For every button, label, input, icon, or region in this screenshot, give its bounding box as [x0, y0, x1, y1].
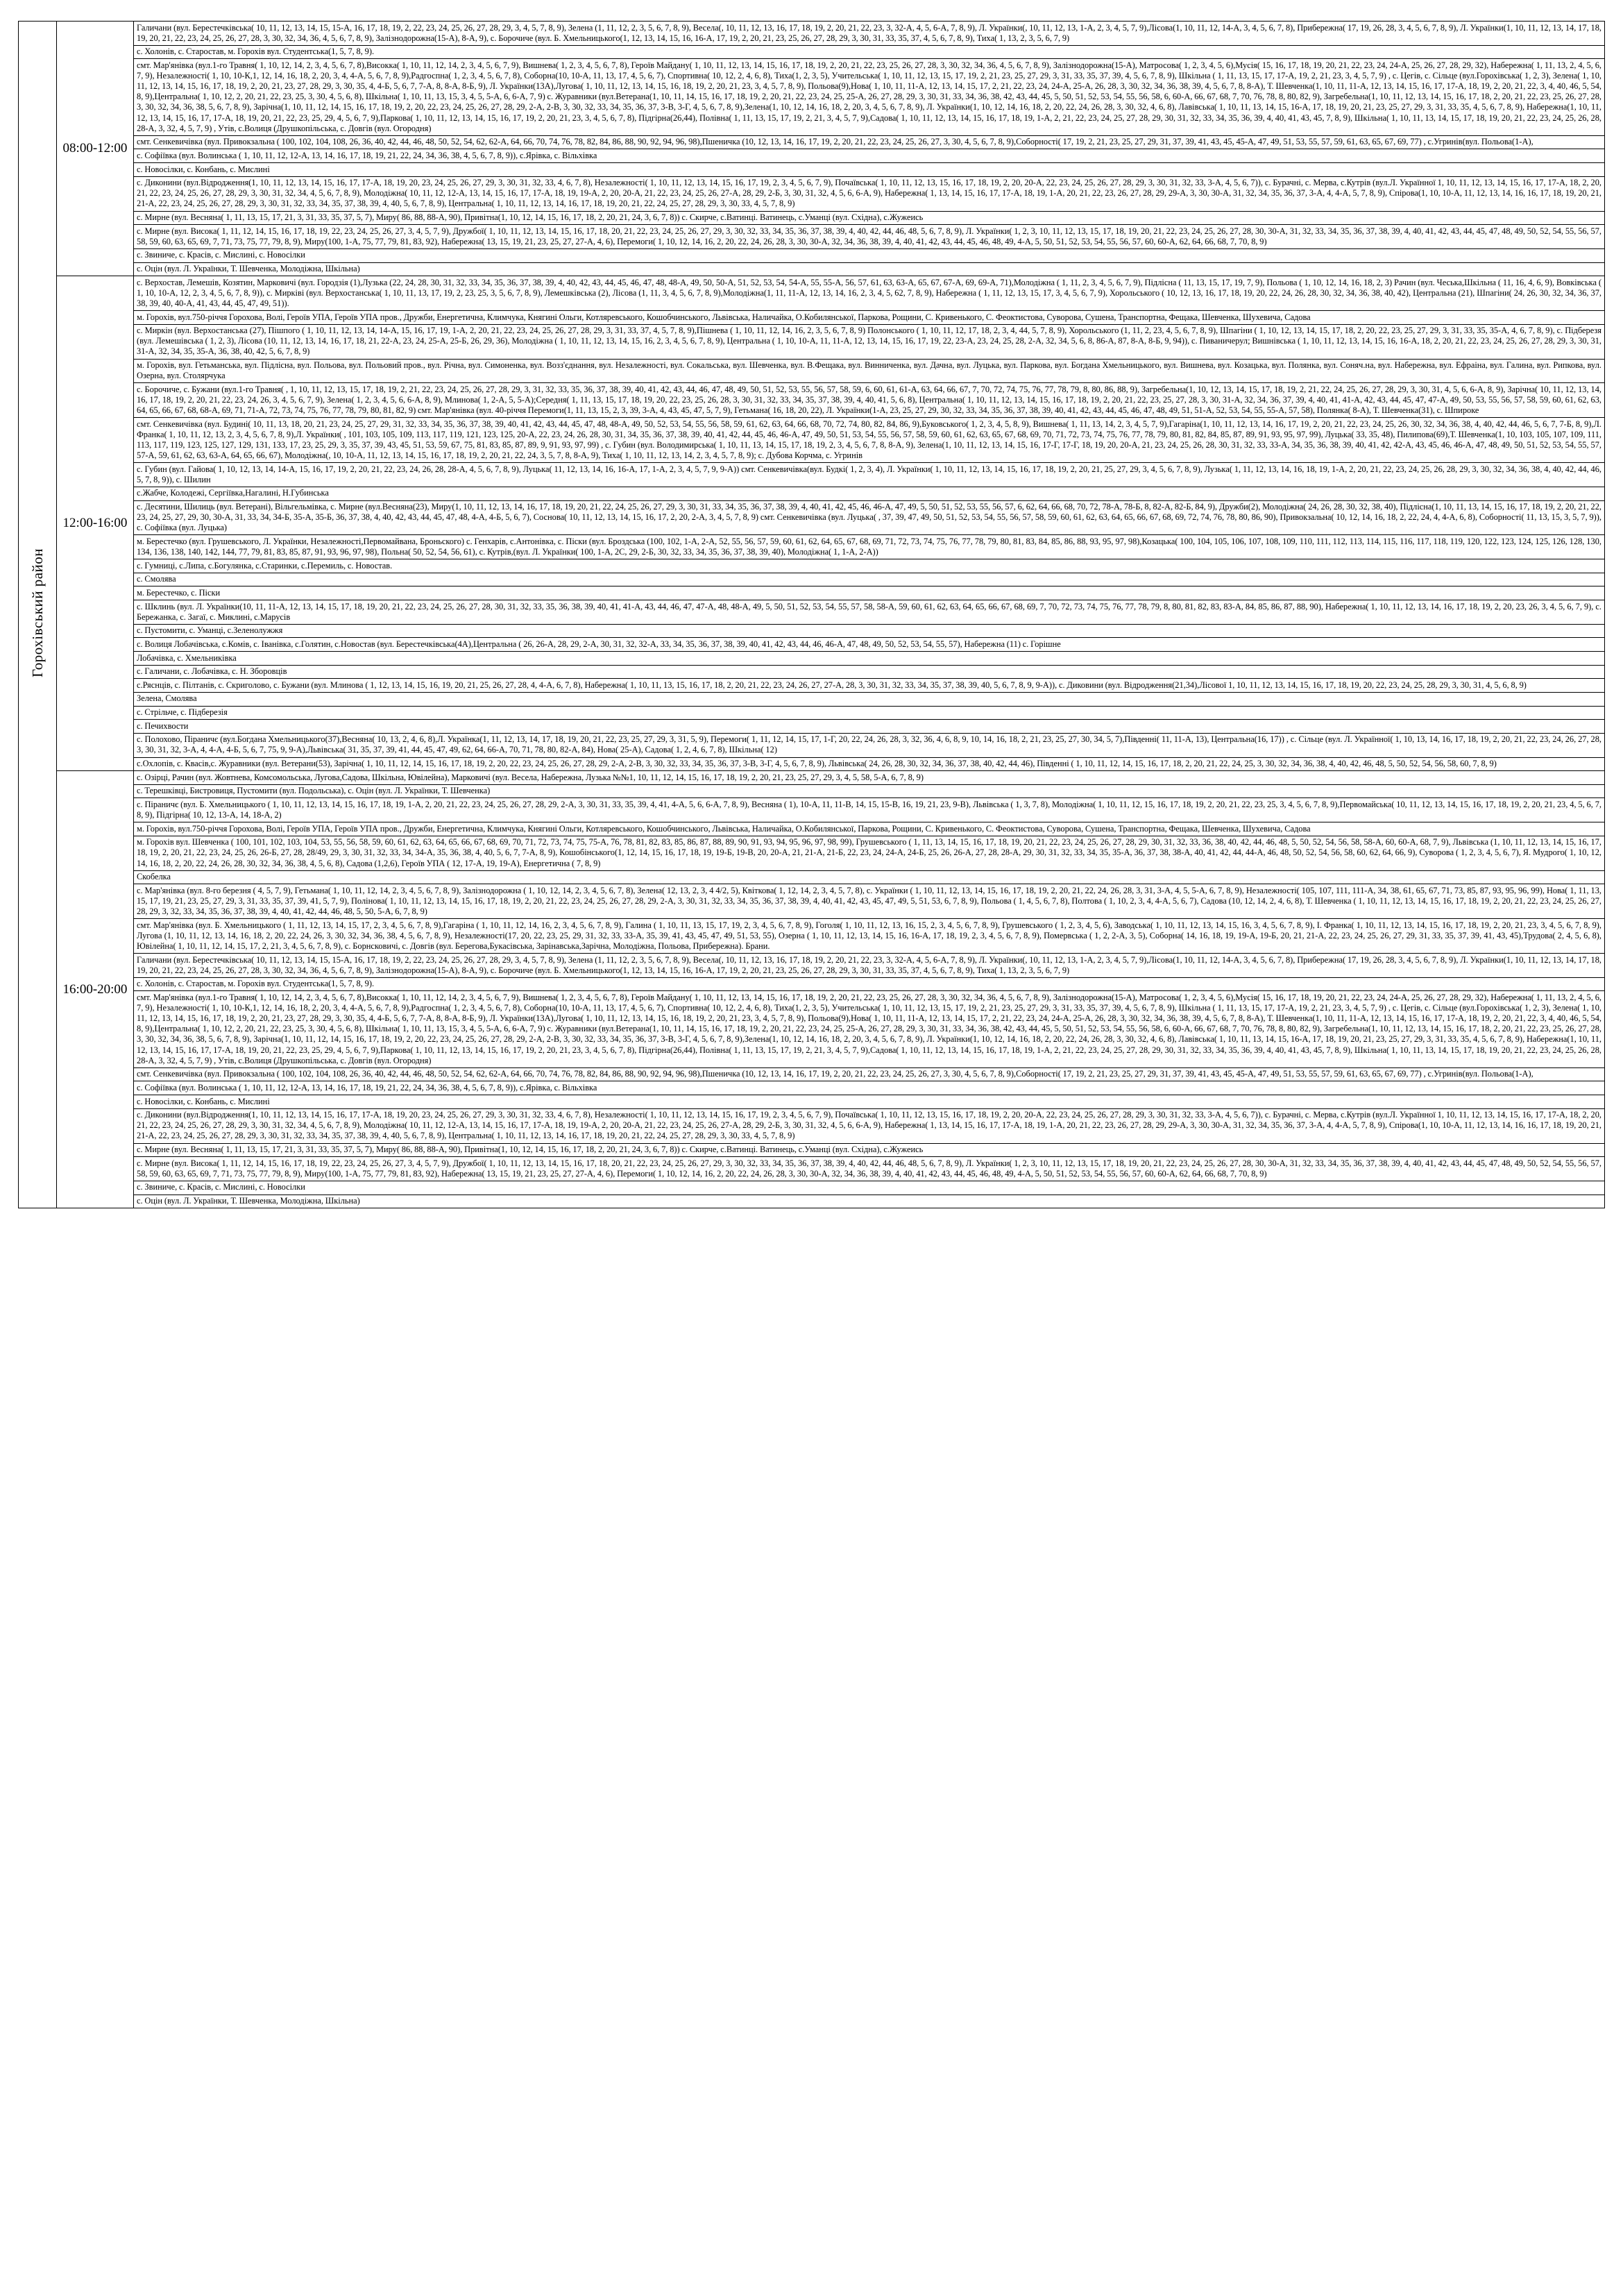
entry-text: с. Стрільче, с. Підберезія [134, 706, 1604, 720]
entry-text: с. Смолява [134, 573, 1604, 586]
time-slot-label-1: 08:00-12:00 [57, 22, 134, 276]
table-row [134, 665, 1604, 679]
table-row [134, 954, 1604, 978]
table-row [134, 586, 1604, 600]
entry-text: с. Губин (вул. Гайова( 1, 10, 12, 13, 14, 14-А, 15, 16, 17, 19, 2, 20, 21, 22, 23, 24, 26, 28, 28-А, 4, 5, 6, 7, 8, 9), Луцька( 11, 12, 13, 14, 16, 16-А, 17, 1-А, 2, 3, 4, 5, 7, 9, 9-А)) смт. Сенкевичівка(вул. Будкі( 1, 2, 3, 4), Л. Українки( 1, 10, 11, 12, 13, 14, 15, 16, 17, 18, 19, 2, 20, 21, 25, 27, 29, 3, 4, 5, 6, 7, 8, 9), Лузька( 1, 11, 12, 13, 14, 16, 18, 19, 1-А, 2, 20, 21, 22, 23, 24, 25, 26, 28, 29, 3, 30, 32, 34, 36, 38, 4, 40, 42, 44, 46, 5, 7, 8, 9)), с. Шилин [134, 463, 1604, 487]
table-row [134, 1095, 1604, 1109]
entry-text: с. Терешківці, Бистровиця, Пустомити (вул. Подольська), с. Оцін (вул. Л. Українки, Т. Шевченка) [134, 784, 1604, 798]
table-row [134, 692, 1604, 706]
entry-text: с. Верхостав, Лемешів, Козятин, Марковичі (вул. Городзія (1),Лузька (22, 24, 28, 30, 31, 32, 33, 34, 35, 36, 37, 38, 39, 4, 40, 42, 43, 44, 45, 46, 47, 48, 48-А, 49, 50, 50-А, 51, 52, 53, 54, 54-А, 55, 55-А, 56, 57, 61, 63, 63-А, 65, 67, 67-А, 69, 69-А, 71),Молодіжна ( 1, 11, 2, 3, 4, 5, 6, 7, 9), Підлісна ( 11, 13, 15, 17, 19, 7, 9), Польова ( 1, 10, 12, 14, 16, 18, 2, 3) Рачин (вул. Чеська,Шкільна ( 11, 16, 4, 6, 9), Вовківська ( 1, 10, 10-А, 12, 2, 3, 4, 5, 6, 7, 8, 9)), с. Мирківі (вул. Верхостанська( 1, 10, 11, 13, 17, 19, 2, 23, 25, 3, 5, 6, 7, 8, 9), Лемешківська (2), Лісова (1, 11, 3, 4, 5, 6, 7, 8, 9),Молодіжна(1, 11, 11-А, 12, 13, 14, 16, 2, 3, 4, 5, 62, 7, 8, 9), Набережна ( 1, 11, 12, 13, 15, 17, 3, 4, 5, 6, 7, 9), Хорольського ( 10, 12, 13, 16, 17, 18, 19, 20, 22, 24, 26, 28, 30, 32, 34, 36, 38, 40, 42), Центральна (21), Шпагіни( 24, 26, 30, 32, 34, 36, 37, 38, 39, 40, 40-А, 41, 43, 44, 45, 47, 49, 51)). [134, 276, 1604, 310]
table-row [134, 573, 1604, 586]
table-row [134, 359, 1604, 383]
table-row [134, 733, 1604, 757]
table-row [134, 836, 1604, 870]
table-row [134, 45, 1604, 59]
entry-text: с. Мирне (вул. Висока( 1, 11, 12, 14, 15, 16, 17, 18, 19, 22, 23, 24, 25, 26, 27, 3, 4, 5, 7, 9), Дружбої( 1, 10, 11, 12, 13, 14, 15, 16, 17, 18, 20, 21, 22, 23, 24, 25, 26, 27, 29, 3, 30, 32, 33, 34, 35, 36, 37, 38, 39, 4, 40, 42, 44, 46, 48, 5, 6, 7, 8, 9), Л. Українки( 1, 2, 3, 10, 11, 12, 13, 15, 17, 18, 19, 20, 21, 22, 23, 24, 25, 26, 27, 28, 30, 30-А, 31, 32, 33, 34, 35, 36, 37, 38, 39, 4, 40, 41, 42, 43, 44, 45, 47, 48, 49, 50, 52, 54, 55, 56, 57, 58, 59, 60, 63, 65, 69, 7, 71, 73, 75, 77, 79, 8, 9), Миру(100, 1-А, 75, 77, 79, 81, 83, 92), Набережна( 13, 15, 19, 21, 23, 25, 27, 27-А, 4, 6), Перемоги( 1, 10, 12, 14, 16, 2, 20, 22, 24, 26, 28, 3, 30, 30-А, 32, 34, 36, 38, 39, 4, 40, 41, 42, 43, 44, 45, 46, 48, 49, 4-А, 5, 50, 51, 52, 53, 54, 55, 56, 57, 60, 60-А, 62, 64, 66, 68, 7, 70, 8, 9) [134, 225, 1604, 249]
table-row [134, 383, 1604, 418]
entry-text: с. Новосілки, с. Конбань, с. Мислині [134, 1095, 1604, 1109]
table-row [134, 311, 1604, 325]
entry-text: с. Диконини (вул.Відродження(1, 10, 11, 12, 13, 14, 15, 16, 17, 17-А, 18, 19, 20, 23, 24, 25, 26, 27, 29, 3, 30, 31, 32, 33, 4, 6, 7, 8), Незалежності( 1, 10, 11, 12, 13, 14, 15, 16, 17, 19, 2, 3, 4, 5, 6, 7, 9), Почаївська( 1, 10, 11, 12, 13, 15, 16, 17, 18, 19, 2, 20, 20-А, 22, 23, 24, 25, 26, 27, 28, 29, 3, 30, 31, 32, 33, 3-А, 4, 5, 6, 7)), с. Бурачні, с. Мерва, с.Кутрів (вул.Л. Українної 1, 10, 11, 12, 13, 14, 15, 16, 17, 17-А, 18, 2, 20, 21, 22, 23, 24, 25, 26, 27, 28, 29, 3, 30, 31, 32, 34, 4, 5, 6, 7, 8, 9), Молодіжна( 10, 11, 12, 12-А, 13, 14, 15, 16, 17, 17-А, 18, 19, 19-А, 2, 20, 20-А, 21, 22, 23, 24, 25, 26, 27-А, 28, 29, 2-Б, 3, 30, 31, 32, 4, 5, 6, 6-А, 9), Набережна( 1, 13, 14, 15, 16, 17, 17-А, 18, 19, 1-А, 20, 21, 22, 23, 26, 27, 28, 29, 29-А, 3, 30, 30-А, 31, 32, 34, 35, 36, 37, 3-А, 4, 4-А, 5, 7, 8, 9), Спірова(1, 10, 10-А, 11, 12, 13, 14, 16, 16, 17, 18, 19, 20, 21, 21-А, 22, 23, 24, 25, 26, 27, 28, 29, 3, 30, 31, 32, 33, 34, 35, 37, 38, 39, 4, 40, 5, 6, 7, 8, 9), Центральна( 1, 10, 11, 12, 13, 14, 16, 17, 18, 19, 20, 21, 22, 24, 25, 27, 28, 29, 3, 30, 33, 4, 5, 7, 8, 9) [134, 176, 1604, 211]
entry-text: с. Пустомити, с. Уманці, с.Зеленолужжя [134, 624, 1604, 638]
table-row [134, 276, 1604, 310]
table-row [134, 59, 1604, 135]
table-row [134, 884, 1604, 919]
entry-text: с. Софіївка (вул. Волинська ( 1, 10, 11, 12, 12-А, 13, 14, 16, 17, 18, 19, 21, 22, 24, 34, 36, 38, 4, 5, 6, 7, 8, 9)), с.Ярівка, с. Вільхівка [134, 149, 1604, 163]
table-row [134, 163, 1604, 177]
table-row [134, 463, 1604, 487]
entry-text: смт. Мар'янівка (вул.1-го Травня( 1, 10, 12, 14, 2, 3, 4, 5, 6, 7, 8),Високка( 1, 10, 11, 12, 14, 2, 3, 4, 5, 6, 7, 9), Вишнева( 1, 2, 3, 4, 5, 6, 7, 8), Героїв Майдану( 1, 10, 11, 12, 13, 14, 15, 16, 17, 18, 19, 2, 20, 21, 22, 23, 25, 26, 27, 28, 3, 30, 32, 34, 36, 4, 5, 6, 7, 8, 9), Залізнодорожна(15-А), Матросова( 1, 2, 3, 4, 5, 6),Мусія( 15, 16, 17, 18, 19, 20, 21, 22, 23, 24, 24-А, 25, 26, 27, 28, 29, 32), Набережна( 1, 11, 13, 2, 4, 5, 6, 7, 9), Незалежності( 1, 10, 10-К,1, 12, 14, 16, 18, 2, 20, 3, 4, 4-А, 5, 6, 7, 8, 9),Радгоспна( 1, 2, 3, 4, 5, 6, 7, 8), Соборна(10, 10-А, 11, 13, 17, 4, 5, 6, 7), Спортивна( 10, 12, 2, 4, 6, 8), Тиха(1, 2, 3, 5), Учительська( 1, 10, 11, 12, 13, 15, 17, 19, 2, 21, 23, 25, 27, 29, 3, 31, 33, 35, 37, 39, 4, 5, 6, 7, 8, 9), Шкільна ( 1, 11, 13, 15, 17, 17-А, 19, 2, 21, 23, 3, 4, 5, 7, 9) , с. Цегів, с. Сільце (вул.Горохівська( 1, 2, 3), Зелена( 1, 10, 11, 12, 13, 14, 15, 16, 17, 18, 19, 2, 20, 21, 23, 27, 28, 29, 3, 30, 35, 4, 4-Б, 5, 6, 7, 7-А, 8, 8-А, 8-Б, 9), Л. Українки(13А),Лугова( 1, 10, 11, 12, 13, 14, 15, 16, 18, 19, 2, 20, 21, 23, 3, 4, 5, 7, 8, 9), Польова(9),Нова( 1, 10, 11, 11-А, 12, 13, 14, 15, 17, 2, 21, 22, 23, 24, 24-А, 25-А, 26, 28, 3, 30, 32, 34, 36, 38, 39, 4, 5, 6, 7, 8, 8-А), Т. Шевченка(1, 10, 11, 11-А, 12, 13, 14, 15, 16, 17, 17-А, 18, 19, 2, 20, 21, 22, 3, 4, 40, 46, 5, 54, 8, 9),Центральна( 1, 10, 12, 2, 20, 21, 22, 23, 25, 3, 30, 4, 5, 6, 8), Шкільна( 1, 10, 11, 13, 15, 3, 4, 5, 5-А, 6, 6-А, 7, 9) с. Журавники (вул.Ветерана(1, 10, 11, 14, 15, 16, 17, 18, 19, 2, 20, 21, 22, 23, 24, 25, 25-А, 26, 27, 28, 29, 3, 30, 31, 33, 34, 36, 38, 42, 43, 44, 45, 5, 50, 51, 52, 53, 54, 55, 56, 58, 6, 60-А, 66, 67, 68, 7, 70, 76, 78, 8, 80, 82, 9), Загребельна(1, 10, 11, 12, 13, 14, 15, 16, 17, 18, 2, 20, 21, 22, 23, 25, 26, 27, 28, 3, 30, 32, 34, 36, 38, 5, 6, 7, 8, 9), Зарічна(1, 10, 11, 12, 14, 15, 16, 17, 18, 19, 2, 20, 22, 23, 24, 25, 26, 27, 28, 29, 2-А, 2-В, 3, 30, 32, 33, 34, 35, 36, 37, 3-В, 3-Г, 4, 5, 6, 7, 8, 9),Зелена(1, 10, 12, 14, 16, 18, 2, 20, 3, 4, 5, 6, 7, 8, 9), Л. Українки(1, 10, 12, 14, 16, 18, 2, 20, 22, 24, 26, 28, 3, 30, 32, 4, 6, 8), Лавівська( 1, 10, 11, 13, 14, 15, 16-А, 17, 18, 19, 20, 21, 23, 25, 27, 29, 3, 31, 33, 35, 4, 5, 6, 7, 8, 9), Набережна(1, 10, 11, 12, 13, 14, 15, 16, 17, 17-А, 18, 19, 20, 21, 22, 23, 25, 29, 4, 5, 6, 7, 9),Паркова( 1, 10, 11, 12, 13, 14, 15, 16, 17, 19, 2, 20, 21, 23, 3, 4, 5, 6, 7, 8), Підгірна(26,44), Полівна( 1, 11, 13, 15, 17, 19, 2, 21, 3, 4, 5, 7, 9),Садова( 1, 10, 11, 12, 13, 14, 15, 16, 17, 18, 19, 1-А, 2, 21, 22, 23, 24, 25, 27, 28, 29, 30, 31, 32, 33, 34, 35, 36, 39, 4, 40, 41, 43, 45, 7, 8, 9), Шкільна( 1, 10, 11, 13, 14, 15, 17, 18, 19, 20, 21, 22, 23, 24, 25, 26, 28, 28-А, 3, 32, 4, 5, 7, 9) , Утів, с.Волиця (Друшкопільська, с. Довгів (вул. Огородня) [134, 59, 1604, 135]
region-name: Горохівський район [28, 548, 46, 678]
entry-text: с. Галичани, с. Лобачівка, с. Н. Зборовців [134, 665, 1604, 679]
entries-cell-1 [134, 22, 1605, 276]
table-row [134, 211, 1604, 225]
entry-text: с. Печихвости [134, 720, 1604, 734]
table-row [134, 262, 1604, 276]
table-row [134, 1108, 1604, 1143]
table-row [134, 784, 1604, 798]
entry-text: с. Шклинь (вул. Л. Українки(10, 11, 11-А, 12, 13, 14, 15, 17, 18, 19, 20, 21, 22, 23, 24, 25, 26, 27, 28, 30, 31, 32, 33, 35, 36, 38, 39, 40, 41, 41-А, 43, 44, 46, 47, 47-А, 48, 48-А, 49, 5, 50, 51, 52, 53, 54, 55, 57, 58, 58-А, 59, 60, 61, 62, 63, 64, 65, 66, 67, 68, 69, 7, 70, 72, 73, 74, 75, 76, 77, 78, 79, 8, 80, 81, 82, 83, 83-А, 84, 85, 86, 87, 88, 90), Набережна( 1, 10, 11, 12, 13, 14, 16, 17, 18, 19, 2, 20, 23, 26, 3, 4, 5, 6, 7, 9), с. Бережанка, с. Загаї, с. Миклині, с.Марусів [134, 600, 1604, 625]
entry-text: с.Жабче, Колодежі, Сергіївка,Нагалині, Н.Губинська [134, 487, 1604, 500]
entries-cell-2 [134, 276, 1605, 771]
entries-table-3 [134, 771, 1604, 1208]
entry-text: с. Десятини, Шилиць (вул. Ветерані), Вільгельмівка, с. Мирне (вул.Весняна(23), Миру(1, 10, 11, 12, 13, 14, 16, 17, 18, 19, 20, 21, 22, 24, 25, 26, 27, 29, 3, 30, 31, 33, 34, 35, 36, 37, 38, 39, 4, 40, 41, 42, 45, 46, 46-А, 47, 49, 5, 50, 51, 52, 53, 55, 56, 57, 6, 62, 64, 66, 68, 70, 72, 78-А, 78-Б, 8, 82-А, 82-Б, 84, 9), Дружби(2), Молодіжна( 24, 26, 28, 30, 32, 38, 40), Підлісна(1, 10, 11, 13, 14, 15, 16, 17, 18, 19, 2, 20, 21, 22, 23, 24, 25, 27, 29, 30, 30-А, 31, 33, 34, 34-Б, 35-А, 35-Б, 36, 37, 38, 4, 40, 42, 43, 44, 45, 47, 48, 4-А, 4-Б, 5, 6, 7), Соснова( 10, 11, 12, 13, 14, 15, 16, 17, 2, 20, 2-А, 3, 4, 5, 7, 8, 9) смт. Сенкевичівка (вул. Луцька( , 37, 39, 47, 49, 50, 51, 52, 53, 54, 55, 56, 57, 58, 59, 60, 61, 62, 63, 64, 65, 66, 67, 68, 69, 72, 74, 76, 78, 80, 86, 90), Привокзальна( 10, 12, 14, 16, 18, 2, 22, 24, 4, 4-А, 6, 8), Соборності( 11, 13, 15, 3, 5, 7, 9)), с. Софіївка (вул. Луцька) [134, 500, 1604, 535]
table-row [134, 991, 1604, 1067]
entry-text: м. Горохів вул. Шевченка ( 100, 101, 102, 103, 104, 53, 55, 56, 58, 59, 60, 61, 62, 63, 64, 65, 66, 67, 68, 69, 70, 71, 72, 73, 74, 75, 75-А, 76, 78, 81, 82, 83, 85, 86, 87, 88, 89, 90, 91, 93, 94, 95, 96, 97, 98, 99), Грушевського ( 1, 11, 13, 14, 15, 16, 17, 18, 19, 20, 21, 22, 23, 24, 25, 26, 27, 28, 29, 30, 31, 32, 33, 36, 38, 40, 42, 44, 46, 48, 5, 50, 52, 54, 56, 58, 58-А, 60, 60-А, 68, 7, 9), Львівська (1, 10, 11, 12, 13, 14, 15, 16, 17, 18, 19, 2, 20, 21, 22, 23, 24, 25, 26, 26-Б, 27, 28, 28/49, 29, 3, 30, 31, 32, 33, 34, 34-А, 35, 36, 38, 4, 40, 5, 6, 7, 7-А, 8, 9), Кошобінського(1, 12, 14, 15, 16, 17, 18, 19, 19-Б, 19-В, 20, 20-А, 21, 21-А, 21-Б, 22, 23, 24, 24-А, 24-Б, 25, 26, 26-А, 27, 28, 28-А, 29, 30, 31, 32, 33, 34, 35, 35-А, 36, 37, 38, 38-А, 40, 41, 42, 44, 44-А, 46, 48, 50, 52, 54, 56, 58, 60, 62, 64, 66, 9), Суворова ( 1, 2, 3, 4, 5, 6, 7), Я. Мудрого( 1, 10, 12, 14, 16, 18, 2, 20, 22, 24, 26, 28, 30, 32, 34, 36, 38, 4, 5, 6, 8), Садова (1,2,6), Героїв УПА ( 12, 17-А, 19, 19-А), Енергетична ( 7, 8, 9) [134, 836, 1604, 870]
entry-text: с. Звиниче, с. Красів, с. Мислині, с. Новосілки [134, 1181, 1604, 1195]
table-row [134, 559, 1604, 573]
entry-text: м. Берестечко (вул. Грушевського, Л. Українки, Незалежності,Первомайвана, Броньского) с. Генхарів, с.Антонівка, с. Піски (вул. Броздська (100, 102, 1-А, 2-А, 52, 55, 56, 57, 59, 60, 61, 62, 64, 65, 67, 68, 69, 71, 72, 73, 74, 75, 76, 77, 78, 79, 80, 81, 83, 84, 85, 86, 88, 93, 95, 97, 98),Козацька( 100, 104, 105, 106, 107, 108, 109, 110, 111, 112, 113, 114, 115, 116, 117, 118, 119, 120, 122, 123, 124, 125, 126, 128, 130, 134, 136, 138, 140, 142, 144, 77, 79, 81, 83, 85, 87, 91, 93, 96, 97, 98), Польна( 50, 52, 54, 56, 61), с. Кутрів,(вул. Л. Українки( 100, 1-А, 2С, 29, 2-Б, 30, 32, 33, 34, 35, 36, 37, 38, 39, 40), Молодіжна( 1, 1-А, 2-А)) [134, 535, 1604, 559]
entries-table-1 [134, 22, 1604, 276]
entry-text: с. Мирне (вул. Весняна( 1, 11, 13, 15, 17, 21, 3, 31, 33, 35, 37, 5, 7), Миру( 86, 88, 88-А, 90), Привітна(1, 10, 12, 14, 15, 16, 17, 18, 2, 20, 21, 24, 3, 6, 7, 8)) с. Скирче, с.Ватинці. Ватинець, с.Уманці (вул. Східна), с.Жужеись [134, 211, 1604, 225]
entry-text: с. Борочиче, с. Бужани (вул.1-го Травня( , 1, 10, 11, 12, 13, 15, 17, 18, 19, 2, 21, 22, 23, 24, 25, 26, 27, 28, 29, 3, 31, 32, 33, 35, 36, 37, 38, 39, 40, 41, 42, 43, 44, 46, 47, 48, 49, 50, 51, 52, 53, 55, 56, 57, 58, 59, 6, 60, 61, 61-А, 63, 64, 66, 67, 7, 70, 72, 74, 75, 76, 77, 78, 79, 8, 80, 86, 88, 9), Загребельна(1, 10, 12, 13, 14, 15, 17, 18, 19, 2, 21, 22, 24, 25, 26, 27, 28, 29, 3, 30, 31, 4, 5, 6, 6-А, 8, 9), Зарічна( 10, 11, 12, 13, 14, 16, 17, 18, 19, 2, 20, 21, 22, 23, 24, 26, 3, 4, 5, 6, 7, 9), Зелена( 1, 2, 3, 4, 5, 6, 6-А, 8, 9), Млинова( 1, 2-А, 5, 5-А);Середня( 1, 11, 13, 15, 17, 18, 19, 20, 22, 23, 25, 26, 28, 3, 30, 31, 32, 33, 34, 35, 37, 38, 39, 4, 40, 41, 5, 6, 8), Центральна( 1, 10, 11, 12, 13, 14, 15, 16, 17, 18, 19, 2, 20, 21, 22, 23, 25, 27, 28, 3, 30, 31-А, 32, 34, 36, 37, 39, 4, 40, 41, 41-А, 42, 43, 44, 45, 47, 47-А, 49, 50, 53, 55, 56, 57, 58, 59, 60, 61, 62, 63, 64, 65, 66, 67, 68, 68-А, 69, 71, 71-А, 72, 73, 74, 75, 76, 77, 78, 79, 80, 81, 82, 9) смт. Мар'янівка (вул. 40-річчя Перемоги(1, 11, 13, 15, 2, 3, 39, 3-А, 4, 43, 45, 47, 5, 7, 9), Гетьмана( 16, 18, 20, 22), Л. Українки(1-А, 23, 25, 27, 29, 30, 32, 33, 34, 35, 36, 37, 38, 39, 40, 41, 42, 43, 44, 45, 46, 47, 48, 49, 51, 51-А, 52, 53, 54, 55, 55-А, 57, 58), Полянка( 8-А), Т. Шевченка(31), с. Шпироке [134, 383, 1604, 418]
outage-schedule-table [18, 21, 1605, 1208]
entry-text: м. Берестечко, с. Піски [134, 586, 1604, 600]
time-slot-label-2: 12:00-16:00 [57, 276, 134, 771]
table-row [134, 706, 1604, 720]
table-row [134, 135, 1604, 149]
entry-text: Скобелка [134, 870, 1604, 884]
entry-text: с. Холонів, с. Старостав, м. Горохів вул. Студентська(1, 5, 7, 8, 9). [134, 45, 1604, 59]
table-row [134, 977, 1604, 991]
entry-text: с. Мирне (вул. Висока( 1, 11, 12, 14, 15, 16, 17, 18, 19, 22, 23, 24, 25, 26, 27, 3, 4, 5, 7, 9), Дружбої( 1, 10, 11, 12, 13, 14, 15, 16, 17, 18, 20, 21, 22, 23, 24, 25, 26, 27, 29, 3, 30, 32, 33, 34, 35, 36, 37, 38, 39, 4, 40, 42, 44, 46, 48, 5, 6, 7, 8, 9), Л. Українки( 1, 2, 3, 10, 11, 12, 13, 15, 17, 18, 19, 20, 21, 22, 23, 24, 25, 26, 27, 28, 30, 30-А, 31, 32, 33, 34, 35, 36, 37, 38, 39, 4, 40, 41, 42, 43, 44, 45, 47, 48, 49, 50, 52, 54, 55, 56, 57, 58, 59, 60, 63, 65, 69, 7, 71, 73, 75, 77, 79, 8, 9), Миру(100, 1-А, 75, 77, 79, 81, 83, 92), Набережна( 13, 15, 19, 21, 23, 25, 27, 27-А, 4, 6), Перемоги( 1, 10, 12, 14, 16, 2, 20, 22, 24, 26, 28, 3, 30, 30-А, 32, 34, 36, 38, 39, 4, 40, 41, 42, 43, 44, 45, 46, 48, 49, 4-А, 5, 50, 51, 52, 53, 54, 55, 56, 57, 60, 60-А, 62, 64, 66, 68, 7, 70, 8, 9) [134, 1157, 1604, 1181]
entry-text: с. Піраничє (вул. Б. Хмельницького ( 1, 10, 11, 12, 13, 14, 15, 16, 17, 18, 19, 1-А, 2, 20, 21, 22, 23, 24, 25, 26, 27, 28, 29, 2-А, 3, 30, 31, 33, 35, 39, 4, 41, 4-А, 5, 6, 6-А, 7, 8, 9), Весняна ( 1), 10-А, 11, 11-В, 14, 15, 15-В, 16, 19, 21, 23, 9-В), Львівська ( 1, 3, 7, 8), Молодіжна( 1, 10, 11, 12, 15, 16, 17, 18, 19, 2, 20, 21, 22, 23, 25, 3, 4, 5, 6, 7, 8, 9),Первомайська( 10, 11, 12, 13, 14, 15, 16, 17, 18, 19, 2, 20, 21, 23, 4, 5, 6, 7, 8, 9), Підгірна( 10, 12, 13-А, 14, 18-А, 2) [134, 798, 1604, 822]
entry-text: с. Мирне (вул. Весняна( 1, 11, 13, 15, 17, 21, 3, 31, 33, 35, 37, 5, 7), Миру( 86, 88, 88-А, 90), Привітна(1, 10, 12, 14, 15, 16, 17, 18, 2, 20, 21, 24, 3, 6, 7, 8)) с. Скирче, с.Ватинці. Ватинець, с.Уманці (вул. Східна), с.Жужеись [134, 1143, 1604, 1157]
schedule-body-row [19, 276, 1605, 771]
table-row [134, 1143, 1604, 1157]
entries-table-2 [134, 276, 1604, 770]
entry-text: с. Оцін (вул. Л. Українки, Т. Шевченка, Молодіжна, Шкільна) [134, 1195, 1604, 1208]
table-row [134, 638, 1604, 652]
schedule-body-row [19, 22, 1605, 276]
entry-text: с. Звиниче, с. Красів, с. Мислині, с. Новосілки [134, 248, 1604, 262]
entry-text: с.Охлопів, с. Квасів,с. Журавники (вул. Ветерани(53), Зарічна( 1, 10, 11, 12, 14, 15, 16, 17, 18, 19, 2, 20, 22, 23, 24, 25, 26, 27, 28, 29, 2-А, 2-В, 3, 30, 32, 33, 34, 35, 36, 37, 3-В, 3-Г, 4, 5, 6, 7, 8, 9), Львівська( 24, 26, 28, 30, 32, 34, 36, 37, 38, 40, 42, 44, 46), Південні ( 1, 10, 11, 12, 14, 15, 16, 17, 18, 2, 20, 21, 22, 24, 25, 3, 30, 32, 34, 36, 38, 4, 40, 42, 46, 48, 5, 50, 52, 54, 56, 58, 60, 7, 8, 9) [134, 757, 1604, 770]
entry-text: смт. Мар'янівка (вул. Б. Хмельницького ( 1, 11, 12, 13, 14, 15, 17, 2, 3, 4, 5, 6, 7, 8, 9),Гагаріна ( 1, 10, 11, 12, 14, 16, 2, 3, 4, 5, 6, 7, 8, 9), Галина ( 1, 10, 11, 13, 15, 17, 19, 2, 3, 4, 5, 6, 7, 8, 9), Гоголя( 1, 10, 11, 12, 13, 16, 15, 2, 3, 4, 5, 6, 7, 8, 9), Грушевського ( 1, 2, 3, 4, 5, 6), Заводська( 1, 10, 11, 12, 13, 14, 15, 16, 3, 4, 5, 6, 7, 8, 9), І. Франка( 1, 10, 11, 12, 13, 14, 15, 16, 17, 18, 19, 2, 20, 21, 23, 3, 4, 5, 6, 7, 8, 9), Лугова (1, 10, 11, 12, 13, 14, 16, 18, 2, 20, 22, 24, 26, 3, 30, 32, 34, 36, 38, 4, 5, 6, 7, 8, 9), Незалежності(17, 20, 22, 23, 25, 29, 31, 32, 33, 33-А, 35, 39, 41, 43, 45, 47, 49, 51, 53, 55), Озерна ( 1, 10, 11, 12, 13, 14, 15, 16, 16-А, 17, 18, 19, 2, 3, 4, 5, 6, 7, 8, 9), Помервська ( 1, 2, 2-А, 3, 5), Соборна( 14, 16, 18, 19, 19-А, 19-Б, 20, 21, 21-А, 22, 23, 24, 25, 26, 27, 29, 31, 33, 35, 37, 39, 41, 43, 45),Трудова( 2, 4, 5, 6, 8), Ювілейна( 1, 10, 11, 12, 14, 15, 17, 2, 21, 3, 4, 5, 6, 7, 8, 9), с. Борнсковичі, с. Довгів (вул. Берегова,Букасівська, Зарінавська,Зарічна, Молодіжна, Польова, Прибережна). Брани. [134, 919, 1604, 954]
entry-text: Галичани (вул. Берестечківська( 10, 11, 12, 13, 14, 15, 15-А, 16, 17, 18, 19, 2, 22, 23, 24, 25, 26, 27, 28, 29, 3, 4, 5, 7, 8, 9), Зелена (1, 11, 12, 2, 3, 5, 6, 7, 8, 9), Весела(, 10, 11, 12, 13, 16, 17, 18, 19, 2, 20, 21, 22, 23, 3, 32-А, 4, 5, 6-А, 7, 8, 9), Л. Українки(, 10, 11, 12, 13, 1-А, 2, 3, 4, 5, 7, 9),Лісова(1, 10, 11, 12, 14-А, 3, 4, 5, 6, 7, 8), Прибережна( 17, 19, 26, 28, 3, 4, 5, 6, 7, 8, 9), Л. Українки(1, 10, 11, 12, 13, 14, 17, 18, 19, 20, 21, 22, 23, 24, 25, 26, 27, 28, 3, 30, 32, 34, 36, 4, 5, 6, 7, 8, 9), Залізнодорожна(15-А), 8-А, 9), с. Борочиче (вул. Б. Хмельницького(1, 12, 13, 14, 15, 16, 16-А, 17, 19, 2, 20, 21, 23, 25, 26, 27, 28, 29, 3, 30, 31, 33, 35, 37, 4, 5, 6, 7, 8, 9), Тиха( 1, 13, 2, 3, 5, 6, 7, 9) [134, 22, 1604, 45]
table-row [134, 652, 1604, 666]
time-slot-label-3: 16:00-20:00 [57, 771, 134, 1208]
entry-text: м. Горохів, вул.750-річчя Горохова, Волі, Героїв УПА, Героїв УПА пров., Дружби, Енергетична, Климчука, Княгині Ольги, Котляревського, Кошобчинського, Львівська, Наличайка, О.Кобилянської, Паркова, Рощини, С. Кривенького, С. Феоктистова, Суворова, Сушена, Транспортна, Фещака, Шевченка, Шухевича, Садова [134, 311, 1604, 325]
table-row [134, 535, 1604, 559]
entry-text: м. Горохів, вул. Гетьманська, вул. Підлісна, вул. Польова, вул. Польовий пров., вул. Річна, вул. Симоненка, вул. Возз'єднання, вул. Незалежності, вул. Сокальська, вул. Шевченка, вул. В.Фещака, вул. Винниченка, вул. Дачна, вул. Луцька, вул. Паркова, вул. Богдана Хмельницького, вул. Вишнева, вул. Козацька, вул. Полянка, вул. Соняч.на, вул. Набережна, вул. Ефраіна, вул. Галина, вул. Рипкова, вул. Озерна, вул. Столярчука [134, 359, 1604, 383]
entry-text: смт. Сенкевичівка (вул. Привокзальна ( 100, 102, 104, 108, 26, 36, 40, 42, 44, 46, 48, 50, 52, 54, 62, 62-А, 64, 66, 70, 74, 76, 78, 82, 84, 86, 88, 90, 92, 94, 96, 98),Пшеничка (10, 12, 13, 14, 16, 17, 19, 2, 20, 21, 22, 23, 24, 25, 26, 27, 3, 30, 4, 5, 6, 7, 8, 9),Соборності( 17, 19, 2, 21, 23, 25, 27, 29, 31, 37, 39, 41, 43, 45, 45-А, 47, 49, 51, 53, 55, 57, 59, 61, 63, 65, 67, 69, 77) , с.Угринів(вул. Польова(1-А), [134, 135, 1604, 149]
entry-text: Лобачівка, с. Хмельниківка [134, 652, 1604, 666]
table-row [134, 822, 1604, 836]
table-row [134, 720, 1604, 734]
entry-text: смт. Сенкевичівка (вул. Будині( 10, 11, 13, 18, 20, 21, 23, 24, 25, 27, 29, 31, 32, 33, 34, 35, 36, 37, 38, 39, 40, 41, 42, 43, 44, 45, 47, 48, 48-А, 49, 50, 52, 53, 54, 55, 56, 58, 59, 61, 62, 63, 64, 66, 68, 70, 72, 74, 80, 82, 84, 86, 9),Буковського( 1, 2, 3, 4, 5, 8, 9), Вишнева( 1, 11, 13, 14, 2, 3, 4, 5, 7, 9),Гагаріна(1, 10, 11, 12, 13, 14, 16, 17, 19, 2, 20, 21, 22, 23, 24, 25, 26, 30, 32, 34, 36, 38, 4, 40, 42, 44, 46, 5, 6, 7, 7-Б, 8, 9),Л. Франка( 1, 10, 11, 12, 13, 2, 3, 4, 5, 6, 7, 8, 9),Л. Українки( , 101, 103, 105, 109, 113, 117, 119, 121, 123, 125, 20-А, 22, 23, 24, 26, 28, 30, 31, 34, 35, 36, 37, 38, 39, 40, 41, 42, 44, 45, 46, 46-А, 47, 49, 50, 51, 53, 54, 55, 56, 57, 58, 59, 60, 61, 62, 63, 65, 67, 68, 69, 70, 71, 72, 73, 74, 75, 76, 77, 78, 79, 80, 81, 82, 84, 85, 87, 89, 91, 93, 95, 97, 99), Луцька( 33, 35, 48), Пилипова(69),Т. Шевченка(1, 10, 103, 105, 107, 109, 111, 113, 117, 119, 123, 125, 127, 129, 131, 133, 17, 23, 25, 29, 3, 35, 37, 39, 43, 45, 51, 53, 59, 67, 75, 81, 83, 85, 87, 89, 9, 91, 93, 97, 99) , с. Губин (вул. Володимирська( 1, 10, 11, 13, 14, 15, 17, 18, 19, 2, 3, 4, 5, 6, 7, 8, 8-А, 9), Зелена(1, 10, 11, 12, 13, 14, 15, 16, 17-Г, 17-Г, 18, 19, 20, 20-А, 21, 23, 24, 25, 26, 28, 30, 31, 32, 33, 33-А, 34, 35, 36, 38, 39, 40, 41, 42, 42-А, 43, 45, 46, 46-А, 47, 48, 49, 50, 51, 52, 53, 54, 55, 57, 57-А, 59, 61, 62, 63, 63-А, 64, 65, 66, 67), Молодіжна(, 10, 10-А, 11, 12, 13, 14, 15, 16, 17, 18, 19, 2, 20, 21, 22, 24, 3, 5, 7, 8, 8-А, 9), Тиха( 1, 10, 11, 12, 13, 14, 2, 3, 4, 5, 7, 8, 9); с. Дубова Корчма, с. Угринів [134, 418, 1604, 463]
entry-text: с. Полохово, Піраничє (вул.Богдана Хмельницького(37),Весняна( 10, 13, 2, 4, 6, 8),Л. Українка(1, 11, 12, 13, 14, 17, 18, 19, 20, 21, 22, 23, 25, 27, 29, 3, 31, 5, 9), Перемоги( 1, 11, 12, 14, 15, 17, 1-Г, 20, 22, 24, 26, 28, 3, 32, 36, 4, 6, 8, 9, 10, 14, 16, 18, 2, 21, 23, 25, 27, 30, 34, 5, 7),Південні( 11, 11-А, 13), Центральна(16, 17)) , с. Сільце (вул. Л. Українної( 1, 10, 13, 14, 16, 17, 18, 19, 2, 20, 21, 22, 23, 24, 26, 27, 28, 3, 30, 31, 32, 3-А, 4, 4-А, 4-Б, 5, 6, 7, 75, 9, 9-А),Львівська( 31, 35, 37, 39, 41, 44, 45, 47, 49, 62, 64, 66-А, 70, 71, 78, 80, 82-А, 84), Нова( 25-А), Садова( 1, 2, 4, 6, 7, 8), Шкільна( 12) [134, 733, 1604, 757]
entry-text: с. Мар'янівка (вул. 8-го березня ( 4, 5, 7, 9), Гетьмана( 1, 10, 11, 12, 14, 2, 3, 4, 5, 6, 7, 8, 9), Залізнодорожна ( 1, 10, 12, 14, 2, 3, 4, 5, 6, 7, 8), Зелена( 12, 13, 2, 3, 4 4/2, 5), Квіткова( 1, 12, 14, 2, 3, 4, 5, 7, 8), с. Українки ( 1, 10, 11, 12, 13, 14, 15, 16, 17, 18, 19, 2, 20, 21, 22, 24, 26, 28, 3, 31, 3-А, 4, 5, 5-А, 6, 7, 8, 9), Незалежності( 105, 107, 111, 111-А, 34, 38, 61, 65, 67, 71, 73, 85, 87, 93, 95, 96, 99), Нова( 1, 11, 13, 15, 17, 19, 21, 23, 25, 27, 29, 3, 31, 33, 35, 37, 39, 41, 5, 7, 9), Полінова( 1, 10, 11, 12, 13, 14, 15, 16, 17, 18, 19, 2, 20, 21, 22, 23, 24, 25, 26, 27, 28, 29, 2-А, 3, 30, 31, 32, 33, 34, 35, 36, 37, 38, 39, 4, 40, 41, 42, 43, 45, 47, 49, 5, 51, 53, 6, 7, 8, 9), Польова ( 1, 4, 5, 6, 7, 8), Полтова ( 1, 10, 2, 3, 4, 4-А, 5, 6, 7), Садова (10, 12, 14, 2, 4, 6, 8), Т. Шевченка ( 1, 10, 11, 12, 13, 14, 15, 16, 17, 18, 19, 2, 20, 21, 22, 23, 24, 25, 26, 27, 28, 29, 3, 32, 33, 34, 35, 36, 37, 38, 39, 4, 40, 41, 42, 44, 46, 48, 5, 50, 5-А, 6, 7, 8, 9) [134, 884, 1604, 919]
entries-cell-3 [134, 771, 1605, 1208]
entry-text: Зелена, Смолява [134, 692, 1604, 706]
entry-text: с. Диконини (вул.Відродження(1, 10, 11, 12, 13, 14, 15, 16, 17, 17-А, 18, 19, 20, 23, 24, 25, 26, 27, 29, 3, 30, 31, 32, 33, 4, 6, 7, 8), Незалежності( 1, 10, 11, 12, 13, 14, 15, 16, 17, 19, 2, 3, 4, 5, 6, 7, 9), Почаївська( 1, 10, 11, 12, 13, 15, 16, 17, 18, 19, 2, 20, 20-А, 22, 23, 24, 25, 26, 27, 28, 29, 3, 30, 31, 32, 33, 3-А, 4, 5, 6, 7)), с. Бурачні, с. Мерва, с.Кутрів (вул.Л. Українної 1, 10, 11, 12, 13, 14, 15, 16, 17, 17-А, 18, 2, 20, 21, 22, 23, 24, 25, 26, 27, 28, 29, 3, 30, 31, 32, 34, 4, 5, 6, 7, 8, 9), Молодіжна( 10, 11, 12, 12-А, 13, 14, 15, 16, 17, 17-А, 18, 19, 19-А, 2, 20, 20-А, 21, 22, 23, 24, 25, 26, 27-А, 28, 29, 2-Б, 3, 30, 31, 32, 4, 5, 6, 6-А, 9), Набережна( 1, 13, 14, 15, 16, 17, 17-А, 18, 19, 1-А, 20, 21, 22, 23, 26, 27, 28, 29, 29-А, 3, 30, 30-А, 31, 32, 34, 35, 36, 37, 3-А, 4, 4-А, 5, 7, 8, 9), Спірова(1, 10, 10-А, 11, 12, 13, 14, 16, 16, 17, 18, 19, 20, 21, 21-А, 22, 23, 24, 25, 26, 27, 28, 29, 3, 30, 31, 32, 33, 34, 35, 37, 38, 39, 4, 40, 5, 6, 7, 8, 9), Центральна( 1, 10, 11, 12, 13, 14, 16, 17, 18, 19, 20, 21, 22, 24, 25, 27, 28, 29, 3, 30, 33, 4, 5, 7, 8, 9) [134, 1108, 1604, 1143]
entry-text: с. Софіївка (вул. Волинська ( 1, 10, 11, 12, 12-А, 13, 14, 16, 17, 18, 19, 21, 22, 24, 34, 36, 38, 4, 5, 6, 7, 8, 9)), с.Ярівка, с. Вільхівка [134, 1081, 1604, 1095]
entry-text: смт. Сенкевичівка (вул. Привокзальна ( 100, 102, 104, 108, 26, 36, 40, 42, 44, 46, 48, 50, 52, 54, 62, 62-А, 64, 66, 70, 74, 76, 78, 82, 84, 86, 88, 90, 92, 94, 96, 98),Пшеничка (10, 12, 13, 14, 16, 17, 19, 2, 20, 21, 22, 23, 24, 25, 26, 27, 3, 30, 4, 5, 6, 7, 8, 9),Соборності( 17, 19, 2, 21, 23, 25, 27, 29, 31, 37, 39, 41, 43, 45, 45-А, 47, 49, 51, 53, 55, 57, 59, 61, 63, 65, 67, 69, 77) , с.Угринів(вул. Польова(1-А), [134, 1067, 1604, 1081]
table-row [134, 248, 1604, 262]
table-row [134, 22, 1604, 45]
table-row [134, 149, 1604, 163]
table-row [134, 500, 1604, 535]
table-row [134, 624, 1604, 638]
table-row [134, 1195, 1604, 1208]
entry-text: с.Ряснців, с. Пілтанів, с. Скриголово, с. Бужани (вул. Млинова ( 1, 12, 13, 14, 15, 16, 19, 20, 21, 25, 26, 27, 28, 4, 4-А, 6, 7, 8), Набережна( 1, 10, 11, 13, 15, 16, 17, 18, 2, 20, 21, 22, 23, 24, 26, 27, 27-А, 28, 3, 30, 31, 32, 33, 34, 35, 37, 38, 39, 40, 5, 6, 7, 8, 9, 9-А)), с. Диковини (вул. Відродження(21,34),Лісової 1, 10, 11, 12, 13, 14, 15, 16, 17, 18, 19, 20, 22, 23, 24, 25, 28, 29, 3, 30, 31, 4, 5, 6, 8, 9) [134, 679, 1604, 693]
table-row [134, 600, 1604, 625]
table-row [134, 225, 1604, 249]
table-row [134, 1067, 1604, 1081]
table-row [134, 1157, 1604, 1181]
table-row [134, 418, 1604, 463]
entry-text: с. Озірці, Рачин (вул. Жовтнева, Комсомольська, Лугова,Садова, Шкільна, Ювілейна), Марковичі (вул. Весела, Набережна, Лузька №№1, 10, 11, 12, 14, 15, 16, 17, 18, 19, 2, 20, 21, 23, 25, 27, 29, 3, 4, 5, 58, 5-А, 6, 7, 8, 9) [134, 771, 1604, 784]
table-row [134, 771, 1604, 784]
table-row [134, 757, 1604, 770]
table-row [134, 1081, 1604, 1095]
table-row [134, 324, 1604, 359]
table-row [134, 487, 1604, 500]
entry-text: с. Новосілки, с. Конбань, с. Мислині [134, 163, 1604, 177]
table-row [134, 919, 1604, 954]
entry-text: с. Оцін (вул. Л. Українки, Т. Шевченка, Молодіжна, Шкільна) [134, 262, 1604, 276]
entry-text: с. Волиця Лобачівська, с.Комів, с. Іванівка, с.Голятин, с.Новостав (вул. Берестечківська(4А),Центральна ( 26, 26-А, 28, 29, 2-А, 30, 31, 32, 32-А, 33, 34, 35, 36, 37, 38, 39, 40, 41, 42, 43, 44, 46, 46-А, 47, 48, 49, 50, 52, 53, 54, 55, 57), Набережна (11) с. Горішне [134, 638, 1604, 652]
entry-text: Галичани (вул. Берестечківська( 10, 11, 12, 13, 14, 15, 15-А, 16, 17, 18, 19, 2, 22, 23, 24, 25, 26, 27, 28, 29, 3, 4, 5, 7, 8, 9), Зелена (1, 11, 12, 2, 3, 5, 6, 7, 8, 9), Весела(, 10, 11, 12, 13, 16, 17, 18, 19, 2, 20, 21, 22, 23, 3, 32-А, 4, 5, 6-А, 7, 8, 9), Л. Українки(, 10, 11, 12, 13, 1-А, 2, 3, 4, 5, 7, 9),Лісова(1, 10, 11, 12, 14-А, 3, 4, 5, 6, 7, 8), Прибережна( 17, 19, 26, 28, 3, 4, 5, 6, 7, 8, 9), Л. Українки(1, 10, 11, 12, 13, 14, 17, 18, 19, 20, 21, 22, 23, 24, 25, 26, 27, 28, 3, 30, 32, 34, 36, 4, 5, 6, 7, 8, 9), Залізнодорожна(15-А), 8-А, 9), с. Борочиче (вул. Б. Хмельницького(1, 12, 13, 14, 15, 16, 16-А, 17, 19, 2, 20, 21, 23, 25, 26, 27, 28, 29, 3, 30, 31, 33, 35, 37, 4, 5, 6, 7, 8, 9), Тиха( 1, 13, 2, 3, 5, 6, 7, 9) [134, 954, 1604, 978]
table-row [134, 176, 1604, 211]
table-row [134, 870, 1604, 884]
table-row [134, 679, 1604, 693]
table-row [134, 798, 1604, 822]
entry-text: с. Гумниці, с.Липа, с.Богулянка, с.Старинки, с.Перемиль, с. Новостав. [134, 559, 1604, 573]
entry-text: с. Миркін (вул. Верхостанська (27), Пішпого ( 1, 10, 11, 12, 13, 14, 14-А, 15, 16, 17, 19, 1-А, 2, 20, 21, 22, 23, 24, 25, 26, 27, 28, 29, 3, 31, 33, 37, 4, 5, 7, 8, 9),Пішнева ( 1, 10, 11, 12, 14, 16, 2, 3, 5, 6, 7, 8, 9) Полонського ( 1, 10, 11, 12, 17, 18, 2, 3, 4, 44, 5, 7, 8, 9), Хорольського (1, 11, 2, 23, 4, 5, 6, 7, 8, 9), Шпагіни ( 1, 10, 12, 13, 14, 15, 17, 18, 2, 20, 22, 23, 25, 27, 29, 3, 31, 33, 35, 35-А, 4, 6, 7, 8, 9), с. Підберезя (вул. Лемешівська ( 1, 2, 3), Лісова (10, 11, 12, 13, 14, 16, 17, 18, 21, 22-А, 23, 24, 25-А, 25-Б, 26, 29, 36), Молодіжна ( 1, 10, 11, 12, 13, 14, 15, 16, 2, 3, 4, 5, 6, 7, 8, 9), Центральна ( 1, 10, 10-А, 11, 11-А, 12, 13, 14, 15, 16, 17, 19, 22, 23-А, 23, 24, 25, 28, 2-А, 32, 34, 5, 6, 8, 86-А, 87, 8-А, 8-Б, 9, 94)), с. Пиваничерул; Вишнівська ( 1, 10, 11, 12, 13, 14, 15, 16, 16-А, 18, 2, 20, 21, 22, 23, 24, 25, 26, 27, 28, 29, 3, 30, 31, 31-А, 32, 34, 35, 35-А, 36, 38, 40, 42, 5, 6, 7, 8, 9) [134, 324, 1604, 359]
region-name-cell [19, 22, 57, 1208]
schedule-body-row [19, 771, 1605, 1208]
entry-text: смт. Мар'янівка (вул.1-го Травня( 1, 10, 12, 14, 2, 3, 4, 5, 6, 7, 8),Високка( 1, 10, 11, 12, 14, 2, 3, 4, 5, 6, 7, 9), Вишнева( 1, 2, 3, 4, 5, 6, 7, 8), Героїв Майдану( 1, 10, 11, 12, 13, 14, 15, 16, 17, 18, 19, 2, 20, 21, 22, 23, 25, 26, 27, 28, 3, 30, 32, 34, 36, 4, 5, 6, 7, 8, 9), Залізнодорожна(15-А), Матросова( 1, 2, 3, 4, 5, 6),Мусія( 15, 16, 17, 18, 19, 20, 21, 22, 23, 24, 24-А, 25, 26, 27, 28, 29, 32), Набережна( 1, 11, 13, 2, 4, 5, 6, 7, 9), Незалежності( 1, 10, 10-К,1, 12, 14, 16, 18, 2, 20, 3, 4, 4-А, 5, 6, 7, 8, 9),Радгоспна( 1, 2, 3, 4, 5, 6, 7, 8), Соборна(10, 10-А, 11, 13, 17, 4, 5, 6, 7), Спортивна( 10, 12, 2, 4, 6, 8), Тиха(1, 2, 3, 5), Учительська( 1, 10, 11, 12, 13, 15, 17, 19, 2, 21, 23, 25, 27, 29, 3, 31, 33, 35, 37, 39, 4, 5, 6, 7, 8, 9), Шкільна ( 1, 11, 13, 15, 17, 17-А, 19, 2, 21, 23, 3, 4, 5, 7, 9) , с. Цегів, с. Сільце (вул.Горохівська( 1, 2, 3), Зелена( 1, 10, 11, 12, 13, 14, 15, 16, 17, 18, 19, 2, 20, 21, 23, 27, 28, 29, 3, 30, 35, 4, 4-Б, 5, 6, 7, 7-А, 8, 8-А, 8-Б, 9), Л. Українки(13А),Лугова( 1, 10, 11, 12, 13, 14, 15, 16, 18, 19, 2, 20, 21, 23, 3, 4, 5, 7, 8, 9), Польова(9),Нова( 1, 10, 11, 11-А, 12, 13, 14, 15, 17, 2, 21, 22, 23, 24, 24-А, 25-А, 26, 28, 3, 30, 32, 34, 36, 38, 39, 4, 5, 6, 7, 8, 8-А), Т. Шевченка(1, 10, 11, 11-А, 12, 13, 14, 15, 16, 17, 17-А, 18, 19, 2, 20, 21, 22, 3, 4, 40, 46, 5, 54, 8, 9),Центральна( 1, 10, 12, 2, 20, 21, 22, 23, 25, 3, 30, 4, 5, 6, 8), Шкільна( 1, 10, 11, 13, 15, 3, 4, 5, 5-А, 6, 6-А, 7, 9) с. Журавники (вул.Ветерана(1, 10, 11, 14, 15, 16, 17, 18, 19, 2, 20, 21, 22, 23, 24, 25, 25-А, 26, 27, 28, 29, 3, 30, 31, 33, 34, 36, 38, 42, 43, 44, 45, 5, 50, 51, 52, 53, 54, 55, 56, 58, 6, 60-А, 66, 67, 68, 7, 70, 76, 78, 8, 80, 82, 9), Загребельна(1, 10, 11, 12, 13, 14, 15, 16, 17, 18, 2, 20, 21, 22, 23, 25, 26, 27, 28, 3, 30, 32, 34, 36, 38, 5, 6, 7, 8, 9), Зарічна(1, 10, 11, 12, 14, 15, 16, 17, 18, 19, 2, 20, 22, 23, 24, 25, 26, 27, 28, 29, 2-А, 2-В, 3, 30, 32, 33, 34, 35, 36, 37, 3-В, 3-Г, 4, 5, 6, 7, 8, 9),Зелена(1, 10, 12, 14, 16, 18, 2, 20, 3, 4, 5, 6, 7, 8, 9), Л. Українки(1, 10, 12, 14, 16, 18, 2, 20, 22, 24, 26, 28, 3, 30, 32, 4, 6, 8), Лавівська( 1, 10, 11, 13, 14, 15, 16-А, 17, 18, 19, 20, 21, 23, 25, 27, 29, 3, 31, 33, 35, 4, 5, 6, 7, 8, 9), Набережна(1, 10, 11, 12, 13, 14, 15, 16, 17, 17-А, 18, 19, 20, 21, 22, 23, 25, 29, 4, 5, 6, 7, 9),Паркова( 1, 10, 11, 12, 13, 14, 15, 16, 17, 19, 2, 20, 21, 23, 3, 4, 5, 6, 7, 8), Підгірна(26,44), Полівна( 1, 11, 13, 15, 17, 19, 2, 21, 3, 4, 5, 7, 9),Садова( 1, 10, 11, 12, 13, 14, 15, 16, 17, 18, 19, 1-А, 2, 21, 22, 23, 24, 25, 27, 28, 29, 30, 31, 32, 33, 34, 35, 36, 39, 4, 40, 41, 43, 45, 7, 8, 9), Шкільна( 1, 10, 11, 13, 14, 15, 17, 18, 19, 20, 21, 22, 23, 24, 25, 26, 28, 28-А, 3, 32, 4, 5, 7, 9) , Утів, с.Волиця (Друшкопільська, с. Довгів (вул. Огородня) [134, 991, 1604, 1067]
entry-text: м. Горохів, вул.750-річчя Горохова, Волі, Героїв УПА, Героїв УПА пров., Дружби, Енергетична, Климчука, Княгині Ольги, Котляревського, Кошобчинського, Львівська, Наличайка, О.Кобилянської, Паркова, Рощини, С. Кривенького, С. Феоктистова, Суворова, Сушена, Транспортна, Фещака, Шевченка, Шухевича, Садова [134, 822, 1604, 836]
table-row [134, 1181, 1604, 1195]
entry-text: с. Холонів, с. Старостав, м. Горохів вул. Студентська(1, 5, 7, 8, 9). [134, 977, 1604, 991]
